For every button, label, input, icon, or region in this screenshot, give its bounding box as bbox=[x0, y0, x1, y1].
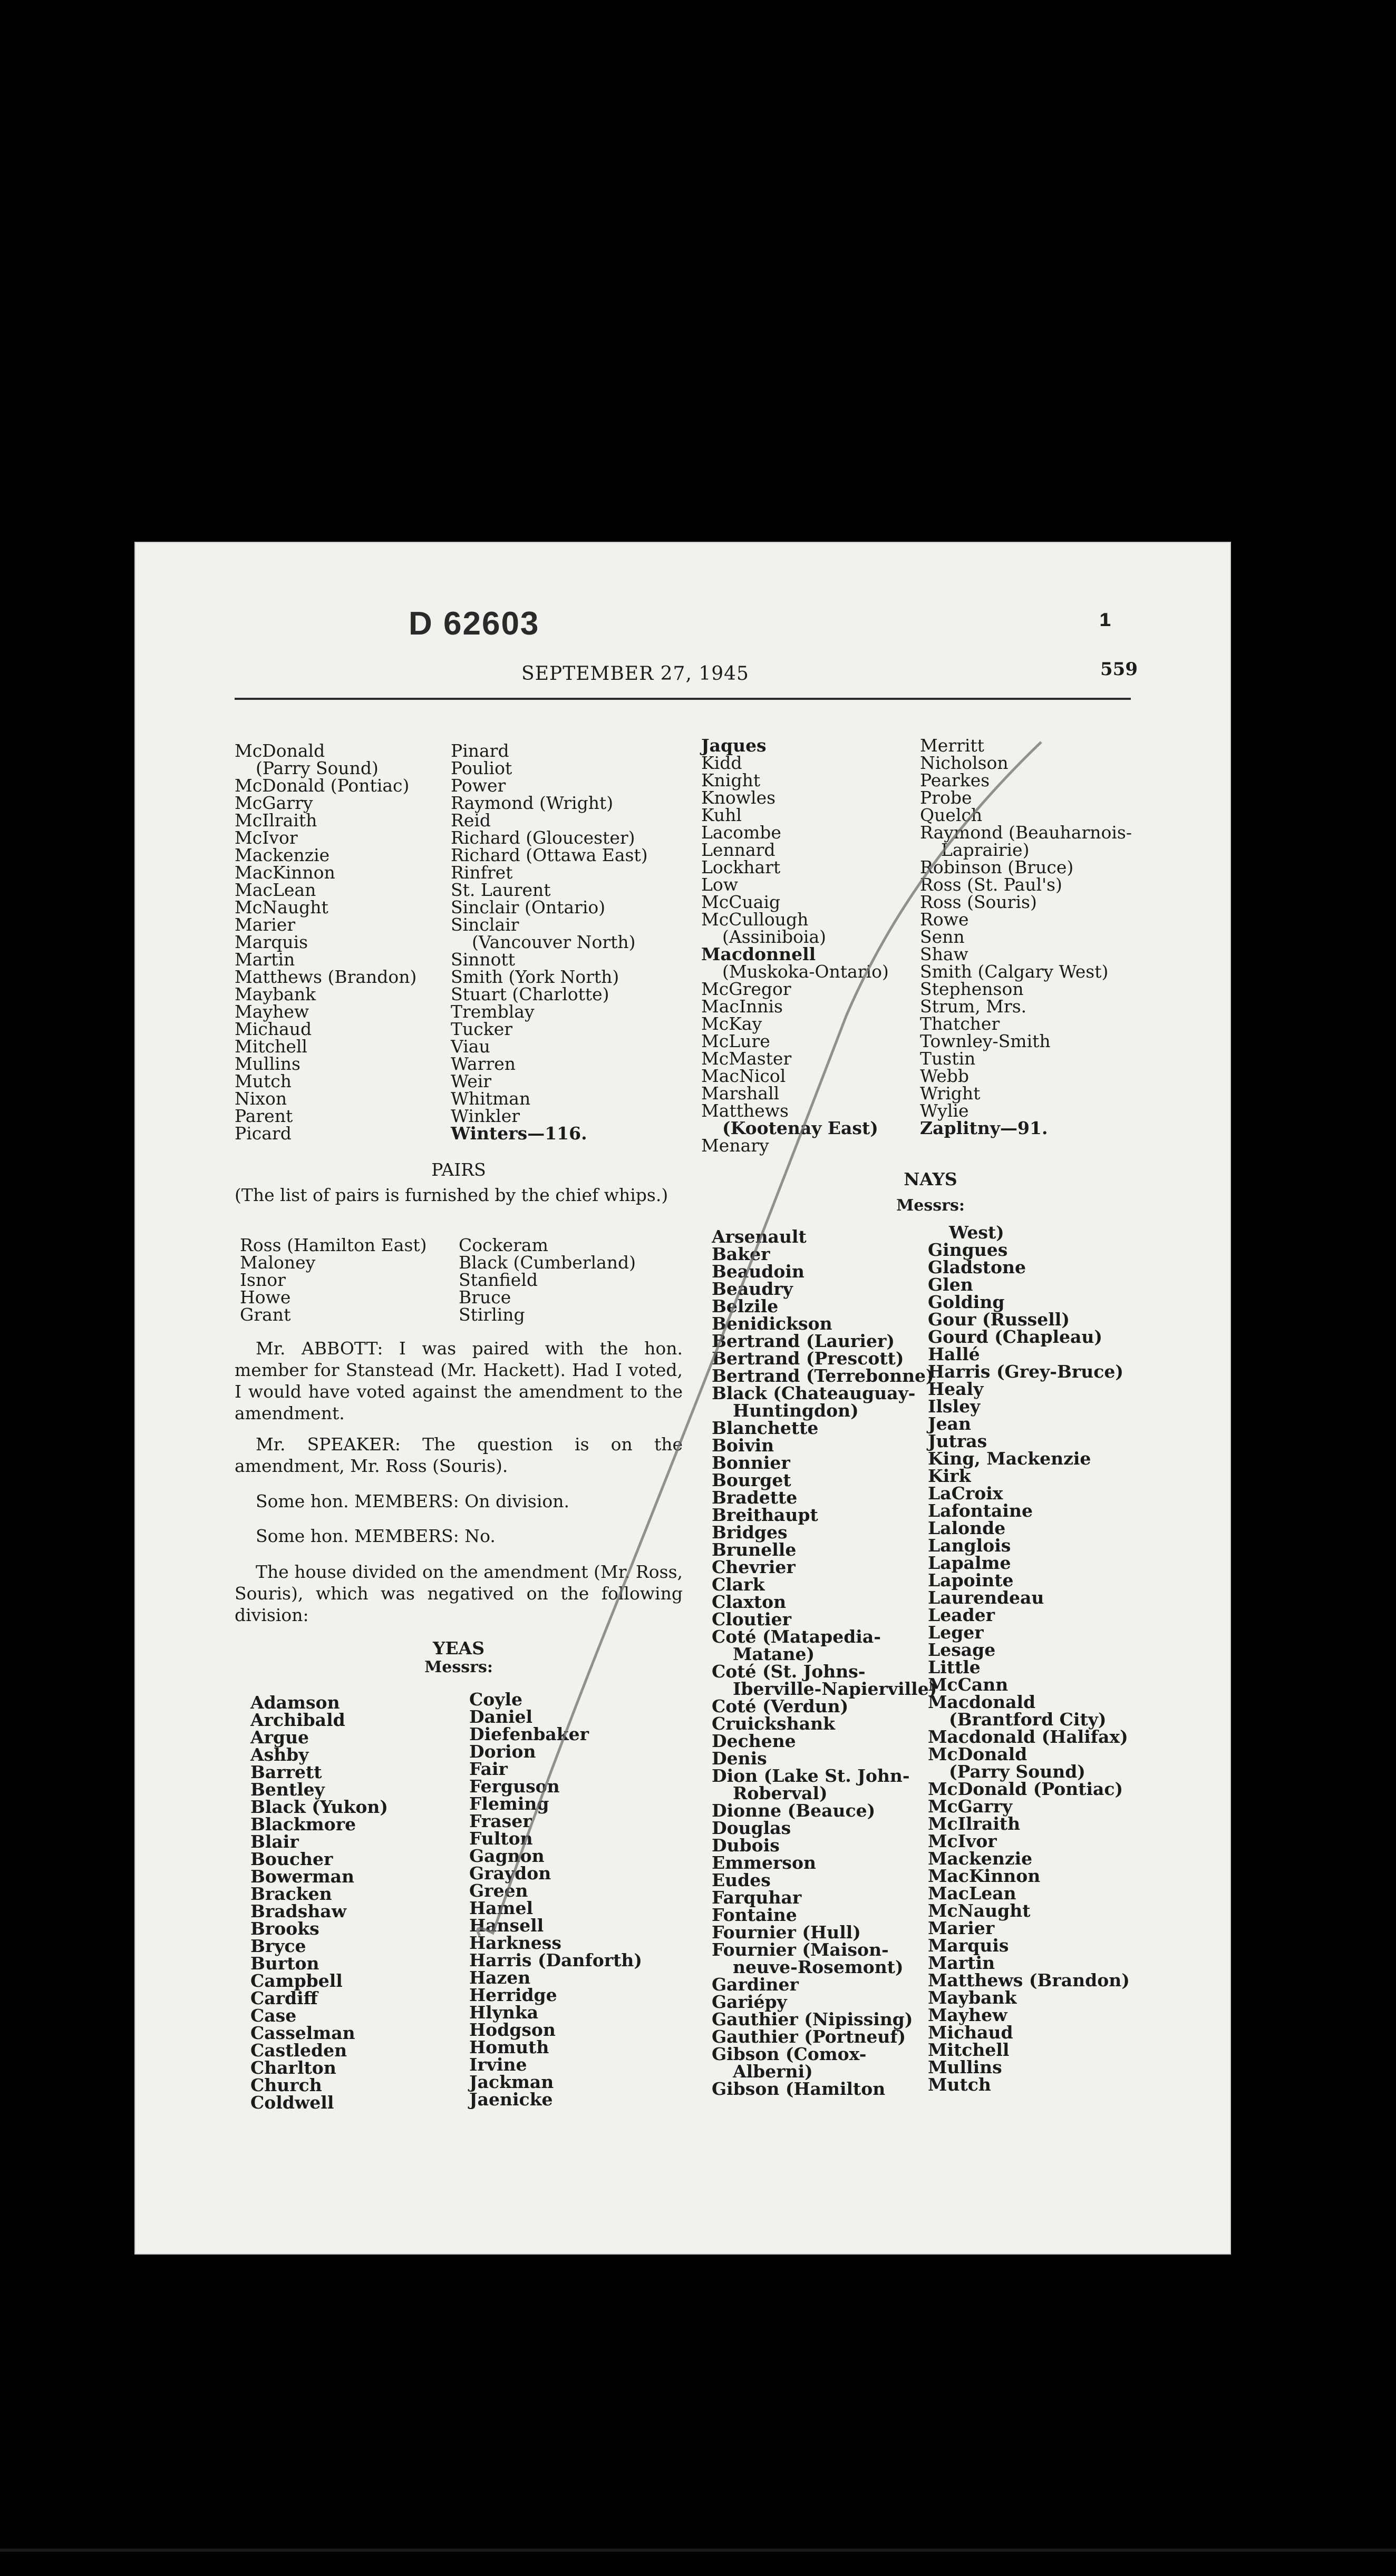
member-name: Belzile bbox=[712, 1296, 779, 1316]
member-name: Ferguson bbox=[469, 1776, 560, 1797]
member-name: Daniel bbox=[469, 1706, 533, 1727]
member-name: Fournier (Hull) bbox=[712, 1922, 861, 1943]
member-name: Barrett bbox=[250, 1762, 322, 1782]
member-name: Bradette bbox=[712, 1487, 798, 1508]
member-name: Emmerson bbox=[712, 1852, 816, 1873]
member-name: Bertrand (Prescott) bbox=[712, 1348, 904, 1369]
member-name: Dorion bbox=[469, 1741, 536, 1762]
member-name: Ross (St. Paul's) bbox=[920, 874, 1062, 895]
member-name: Merritt bbox=[920, 735, 984, 756]
member-name: Nixon bbox=[235, 1088, 287, 1109]
member-name: Little bbox=[928, 1657, 981, 1677]
member-name: Hazen bbox=[469, 1967, 531, 1988]
member-name: Brunelle bbox=[712, 1539, 797, 1560]
member-name: Gladstone bbox=[928, 1257, 1026, 1277]
member-name: Tucker bbox=[451, 1019, 513, 1039]
member-name: Stirling bbox=[459, 1304, 525, 1325]
member-name: Robinson (Bruce) bbox=[920, 857, 1074, 877]
member-name: Stuart (Charlotte) bbox=[451, 984, 609, 1004]
member-name: Jaques bbox=[701, 735, 767, 756]
member-name: McIlraith bbox=[235, 810, 317, 831]
member-name: Harris (Grey-Bruce) bbox=[928, 1361, 1123, 1382]
member-name: Mitchell bbox=[235, 1036, 307, 1057]
member-name: Cardiff bbox=[250, 1988, 318, 2008]
member-name: McDonald bbox=[235, 740, 325, 761]
member-name: Parent bbox=[235, 1106, 293, 1126]
member-name: Irvine bbox=[469, 2054, 527, 2075]
member-name: Black (Cumberland) bbox=[459, 1252, 636, 1273]
member-name: Mutch bbox=[928, 2074, 991, 2095]
member-name: Marquis bbox=[928, 1935, 1009, 1956]
member-name: McIvor bbox=[235, 827, 298, 848]
member-name: Jean bbox=[928, 1413, 971, 1434]
member-name: Herridge bbox=[469, 1985, 557, 2005]
member-name: Jaenicke bbox=[469, 2089, 553, 2110]
member-name: Blackmore bbox=[250, 1814, 356, 1835]
member-name: Graydon bbox=[469, 1863, 551, 1884]
corner-mark: ¹ bbox=[1099, 606, 1112, 647]
member-name: MacLean bbox=[235, 880, 316, 900]
member-name: Harkness bbox=[469, 1933, 561, 1953]
member-name: Dion (Lake St. John- bbox=[712, 1765, 910, 1786]
member-name: Tustin bbox=[920, 1048, 976, 1069]
member-name: McGarry bbox=[928, 1796, 1013, 1817]
member-name: McIvor bbox=[928, 1831, 997, 1851]
members-no: Some hon. MEMBERS: No. bbox=[256, 1526, 496, 1546]
member-name: Cruickshank bbox=[712, 1713, 835, 1734]
member-name: Rowe bbox=[920, 909, 969, 930]
member-name: Stanfield bbox=[459, 1270, 538, 1290]
member-name: Fournier (Maison- bbox=[712, 1939, 889, 1960]
member-name: Breithaupt bbox=[712, 1505, 818, 1525]
member-name: MacLean bbox=[928, 1883, 1016, 1904]
member-name: Webb bbox=[920, 1066, 970, 1086]
member-name: (Parry Sound) bbox=[256, 758, 379, 778]
member-name: Mackenzie bbox=[235, 845, 330, 865]
member-name: Lennard bbox=[701, 840, 775, 860]
member-name: Coté (Matapedia- bbox=[712, 1626, 881, 1647]
member-name: Chevrier bbox=[712, 1557, 796, 1577]
member-name: (Brantford City) bbox=[949, 1709, 1107, 1730]
member-name: Maloney bbox=[240, 1252, 316, 1273]
member-name: MacNicol bbox=[701, 1066, 786, 1086]
member-name: Mayhew bbox=[928, 2005, 1007, 2025]
member-name: Fleming bbox=[469, 1793, 549, 1814]
member-name: Probe bbox=[920, 787, 972, 808]
member-name: Bonnier bbox=[712, 1452, 790, 1473]
member-name: Hamel bbox=[469, 1898, 534, 1918]
member-name: Bowerman bbox=[250, 1866, 354, 1887]
member-name: McLure bbox=[701, 1031, 770, 1051]
member-name: Mullins bbox=[235, 1053, 300, 1074]
member-name: Knowles bbox=[701, 787, 776, 808]
member-name: Leader bbox=[928, 1605, 995, 1625]
member-name: Huntingdon) bbox=[733, 1400, 859, 1421]
member-name: Tremblay bbox=[451, 1001, 535, 1022]
member-name: Ashby bbox=[250, 1744, 309, 1765]
member-name: MacKinnon bbox=[235, 862, 335, 883]
member-name: Gingues bbox=[928, 1240, 1008, 1260]
member-name: Whitman bbox=[451, 1088, 531, 1109]
member-name: Lockhart bbox=[701, 857, 781, 877]
member-name: Case bbox=[250, 2005, 297, 2026]
member-name: Ilsley bbox=[928, 1396, 981, 1417]
member-name: Mutch bbox=[235, 1071, 292, 1091]
member-name: LaCroix bbox=[928, 1483, 1003, 1504]
page-header-title: SEPTEMBER 27, 1945 bbox=[521, 663, 749, 685]
member-name: Kirk bbox=[928, 1466, 971, 1486]
member-name: Pouliot bbox=[451, 758, 512, 778]
member-name: Menary bbox=[701, 1135, 769, 1156]
abbott-statement: Mr. ABBOTT: I was paired with the hon. member for Stanstead (Mr. Hackett). Had I voted, I would have voted against the amendment to the amendment. bbox=[235, 1338, 683, 1423]
member-name: Maybank bbox=[235, 984, 316, 1004]
member-name: Black (Chateauguay- bbox=[712, 1383, 916, 1403]
member-name: Knight bbox=[701, 770, 761, 791]
member-name: Strum, Mrs. bbox=[920, 996, 1027, 1017]
member-name: King, Mackenzie bbox=[928, 1448, 1091, 1469]
member-name: neuve-Rosemont) bbox=[733, 1957, 904, 1977]
member-name: (Vancouver North) bbox=[472, 932, 636, 952]
member-name: Power bbox=[451, 775, 506, 796]
member-name: Lacombe bbox=[701, 822, 781, 843]
member-name: Gibson (Comox- bbox=[712, 2044, 867, 2064]
member-name: Dechene bbox=[712, 1731, 796, 1751]
member-name: Jackman bbox=[469, 2072, 554, 2092]
member-name: Bracken bbox=[250, 1884, 332, 1904]
pairs-heading: PAIRS bbox=[431, 1159, 486, 1180]
member-name: Grant bbox=[240, 1304, 291, 1325]
member-name: Farquhar bbox=[712, 1887, 802, 1908]
member-name: Denis bbox=[712, 1748, 767, 1769]
member-name: Blanchette bbox=[712, 1418, 819, 1438]
member-name: Michaud bbox=[928, 2022, 1013, 2043]
member-name: Sinnott bbox=[451, 949, 516, 970]
member-name: Glen bbox=[928, 1274, 973, 1295]
member-name: McDonald (Pontiac) bbox=[235, 775, 410, 796]
member-name: Pinard bbox=[451, 740, 509, 761]
member-name: Beaudry bbox=[712, 1279, 793, 1299]
member-name: Raymond (Beauharnois- bbox=[920, 822, 1132, 843]
member-name: Shaw bbox=[920, 944, 968, 964]
member-name: Coté (Verdun) bbox=[712, 1696, 849, 1716]
member-name: Quelch bbox=[920, 805, 983, 825]
member-name: St. Laurent bbox=[451, 880, 551, 900]
member-name: Lapointe bbox=[928, 1570, 1014, 1591]
member-name: Maybank bbox=[928, 1987, 1017, 2008]
member-name: Smith (York North) bbox=[451, 967, 619, 987]
member-name: Castleden bbox=[250, 2040, 347, 2061]
member-name: Richard (Gloucester) bbox=[451, 827, 635, 848]
member-name: Picard bbox=[235, 1123, 292, 1144]
member-name: Campbell bbox=[250, 1970, 343, 1991]
member-name: Iberville-Napierville) bbox=[733, 1679, 937, 1699]
speaker-statement: Mr. SPEAKER: The question is on the amendment, Mr. Ross (Souris). bbox=[235, 1434, 683, 1476]
member-name: McDonald (Pontiac) bbox=[928, 1779, 1123, 1799]
member-name: Healy bbox=[928, 1379, 984, 1399]
member-name: Hansell bbox=[469, 1915, 544, 1936]
member-name: Coldwell bbox=[250, 2092, 334, 2113]
member-name: Blair bbox=[250, 1831, 299, 1852]
member-name: Burton bbox=[250, 1953, 319, 1974]
member-name: Lapalme bbox=[928, 1553, 1011, 1573]
member-name: Casselman bbox=[250, 2023, 355, 2043]
member-name: Lesage bbox=[928, 1640, 996, 1660]
member-name: (Kootenay East) bbox=[722, 1118, 878, 1138]
member-name: Cloutier bbox=[712, 1609, 791, 1629]
member-name: Matane) bbox=[733, 1644, 815, 1664]
member-name: Gariépy bbox=[712, 1992, 787, 2012]
member-name: Winters—116. bbox=[451, 1123, 587, 1144]
member-name: Fair bbox=[469, 1759, 508, 1779]
member-name: Bertrand (Terrebonne) bbox=[712, 1365, 934, 1386]
member-name: Beaudoin bbox=[712, 1261, 804, 1282]
member-name: Richard (Ottawa East) bbox=[451, 845, 648, 865]
member-name: Macdonald (Halifax) bbox=[928, 1726, 1128, 1747]
member-name: Zaplitny—91. bbox=[920, 1118, 1048, 1138]
member-name: Nicholson bbox=[920, 753, 1009, 773]
members-on-division: Some hon. MEMBERS: On division. bbox=[256, 1491, 569, 1511]
member-name: Martin bbox=[235, 949, 295, 970]
member-name: Gibson (Hamilton bbox=[712, 2079, 886, 2099]
member-name: Dubois bbox=[712, 1835, 780, 1856]
member-name: Jutras bbox=[928, 1431, 987, 1451]
member-name: (Muskoka-Ontario) bbox=[722, 961, 889, 982]
scan-bottom-band bbox=[0, 2549, 1396, 2552]
member-name: Mackenzie bbox=[928, 1848, 1033, 1869]
member-name: Marier bbox=[235, 914, 296, 935]
member-name: McCullough bbox=[701, 909, 809, 930]
member-name: Hallé bbox=[928, 1344, 980, 1364]
member-name: West) bbox=[949, 1222, 1004, 1243]
member-name: Kuhl bbox=[701, 805, 742, 825]
member-name: Leger bbox=[928, 1622, 984, 1643]
member-name: Sinclair bbox=[451, 914, 519, 935]
member-name: Boivin bbox=[712, 1435, 774, 1456]
member-name: Ross (Hamilton East) bbox=[240, 1235, 427, 1255]
document-stamp: D 62603 bbox=[409, 606, 540, 642]
member-name: MacInnis bbox=[701, 996, 783, 1017]
member-name: Wright bbox=[920, 1083, 981, 1104]
member-name: Mullins bbox=[928, 2057, 1002, 2077]
member-name: Fraser bbox=[469, 1811, 532, 1831]
member-name: McCann bbox=[928, 1674, 1009, 1695]
member-name: Gauthier (Nipissing) bbox=[712, 2009, 913, 2029]
diagonal-pencil-mark bbox=[134, 542, 1231, 2255]
member-name: Macdonnell bbox=[701, 944, 816, 964]
member-name: McDonald bbox=[928, 1744, 1027, 1764]
member-name: Marquis bbox=[235, 932, 308, 952]
member-name: Warren bbox=[451, 1053, 516, 1074]
member-name: Gardiner bbox=[712, 1974, 799, 1995]
member-name: Mayhew bbox=[235, 1001, 309, 1022]
member-name: Claxton bbox=[712, 1592, 787, 1612]
member-name: Low bbox=[701, 874, 739, 895]
member-name: Douglas bbox=[712, 1818, 791, 1838]
member-name: Reid bbox=[451, 810, 491, 831]
member-name: Howe bbox=[240, 1287, 291, 1307]
document-page bbox=[134, 542, 1231, 2255]
member-name: Fulton bbox=[469, 1828, 533, 1849]
member-name: Bradshaw bbox=[250, 1901, 347, 1921]
member-name: Matthews (Brandon) bbox=[235, 967, 417, 987]
member-name: Smith (Calgary West) bbox=[920, 961, 1109, 982]
division-statement: The house divided on the amendment (Mr. Ross, Souris), which was negatived on the following division: bbox=[235, 1562, 683, 1625]
member-name: Golding bbox=[928, 1292, 1005, 1312]
member-name: Isnor bbox=[240, 1270, 286, 1290]
member-name: Gourd (Chapleau) bbox=[928, 1326, 1102, 1347]
member-name: Boucher bbox=[250, 1849, 333, 1869]
member-name: Baker bbox=[712, 1244, 770, 1264]
member-name: Senn bbox=[920, 926, 965, 947]
member-name: Stephenson bbox=[920, 979, 1024, 999]
member-name: Dionne (Beauce) bbox=[712, 1800, 876, 1821]
member-name: Church bbox=[250, 2075, 322, 2095]
yeas-heading: YEAS bbox=[432, 1638, 485, 1658]
member-name: Archibald bbox=[250, 1710, 345, 1730]
member-name: Bertrand (Laurier) bbox=[712, 1331, 895, 1351]
member-name: Eudes bbox=[712, 1870, 771, 1890]
member-name: McNaught bbox=[928, 1900, 1031, 1921]
member-name: Homuth bbox=[469, 2037, 549, 2057]
member-name: Benidickson bbox=[712, 1313, 832, 1334]
member-name: Gauthier (Portneuf) bbox=[712, 2026, 906, 2047]
member-name: McGregor bbox=[701, 979, 791, 999]
member-name: Hodgson bbox=[469, 2019, 556, 2040]
member-name: Kidd bbox=[701, 753, 742, 773]
member-name: Michaud bbox=[235, 1019, 312, 1039]
member-name: Marier bbox=[928, 1918, 995, 1938]
member-name: Diefenbaker bbox=[469, 1724, 589, 1744]
nays-messrs: Messrs: bbox=[896, 1196, 965, 1215]
member-name: Brooks bbox=[250, 1918, 319, 1939]
member-name: Wylie bbox=[920, 1100, 969, 1121]
member-name: Laurendeau bbox=[928, 1587, 1044, 1608]
member-name: Rinfret bbox=[451, 862, 513, 883]
member-name: Lafontaine bbox=[928, 1500, 1033, 1521]
member-name: Macdonald bbox=[928, 1692, 1036, 1712]
member-name: (Assiniboia) bbox=[722, 926, 827, 947]
member-name: Bryce bbox=[250, 1936, 306, 1956]
member-name: Clark bbox=[712, 1574, 765, 1595]
member-name: Coté (St. Johns- bbox=[712, 1661, 866, 1682]
member-name: Townley-Smith bbox=[920, 1031, 1051, 1051]
member-name: Raymond (Wright) bbox=[451, 793, 614, 813]
member-name: McNaught bbox=[235, 897, 328, 918]
member-name: Fontaine bbox=[712, 1905, 797, 1925]
member-name: Sinclair (Ontario) bbox=[451, 897, 606, 918]
member-name: Black (Yukon) bbox=[250, 1797, 389, 1817]
member-name: MacKinnon bbox=[928, 1866, 1041, 1886]
member-name: Langlois bbox=[928, 1535, 1011, 1556]
member-name: Alberni) bbox=[733, 2061, 813, 2082]
member-name: Harris (Danforth) bbox=[469, 1950, 642, 1970]
member-name: Bruce bbox=[459, 1287, 511, 1307]
member-name: Ross (Souris) bbox=[920, 892, 1037, 912]
nays-heading: NAYS bbox=[904, 1169, 957, 1189]
member-name: Lalonde bbox=[928, 1518, 1006, 1538]
member-name: Bentley bbox=[250, 1779, 325, 1800]
yeas-messrs: Messrs: bbox=[424, 1658, 493, 1676]
member-name: Gour (Russell) bbox=[928, 1309, 1070, 1330]
member-name: McIlraith bbox=[928, 1813, 1021, 1834]
member-name: Hlynka bbox=[469, 2002, 539, 2023]
member-name: Marshall bbox=[701, 1083, 780, 1104]
member-name: (Parry Sound) bbox=[949, 1761, 1085, 1782]
member-name: Viau bbox=[451, 1036, 490, 1057]
member-name: Charlton bbox=[250, 2057, 336, 2078]
member-name: Winkler bbox=[451, 1106, 520, 1126]
member-name: Weir bbox=[451, 1071, 492, 1091]
member-name: Adamson bbox=[250, 1692, 340, 1713]
member-name: Cockeram bbox=[459, 1235, 548, 1255]
page-number: 559 bbox=[1100, 659, 1138, 680]
member-name: Gagnon bbox=[469, 1846, 545, 1866]
member-name: McCuaig bbox=[701, 892, 781, 912]
member-name: Bridges bbox=[712, 1522, 788, 1543]
member-name: McGarry bbox=[235, 793, 313, 813]
member-name: Pearkes bbox=[920, 770, 990, 791]
member-name: Thatcher bbox=[920, 1013, 1000, 1034]
member-name: McKay bbox=[701, 1013, 762, 1034]
member-name: Coyle bbox=[469, 1689, 522, 1710]
member-name: Green bbox=[469, 1880, 528, 1901]
member-name: Mitchell bbox=[928, 2040, 1010, 2060]
member-name: Martin bbox=[928, 1953, 995, 1973]
member-name: Matthews bbox=[701, 1100, 789, 1121]
pairs-note: (The list of pairs is furnished by the chief whips.) bbox=[235, 1185, 668, 1205]
member-name: Arsenault bbox=[712, 1226, 807, 1247]
member-name: Matthews (Brandon) bbox=[928, 1970, 1130, 1990]
member-name: Laprairie) bbox=[941, 840, 1030, 860]
member-name: McMaster bbox=[701, 1048, 792, 1069]
member-name: Argue bbox=[250, 1727, 309, 1748]
member-name: Bourget bbox=[712, 1470, 791, 1490]
member-name: Roberval) bbox=[733, 1783, 828, 1803]
